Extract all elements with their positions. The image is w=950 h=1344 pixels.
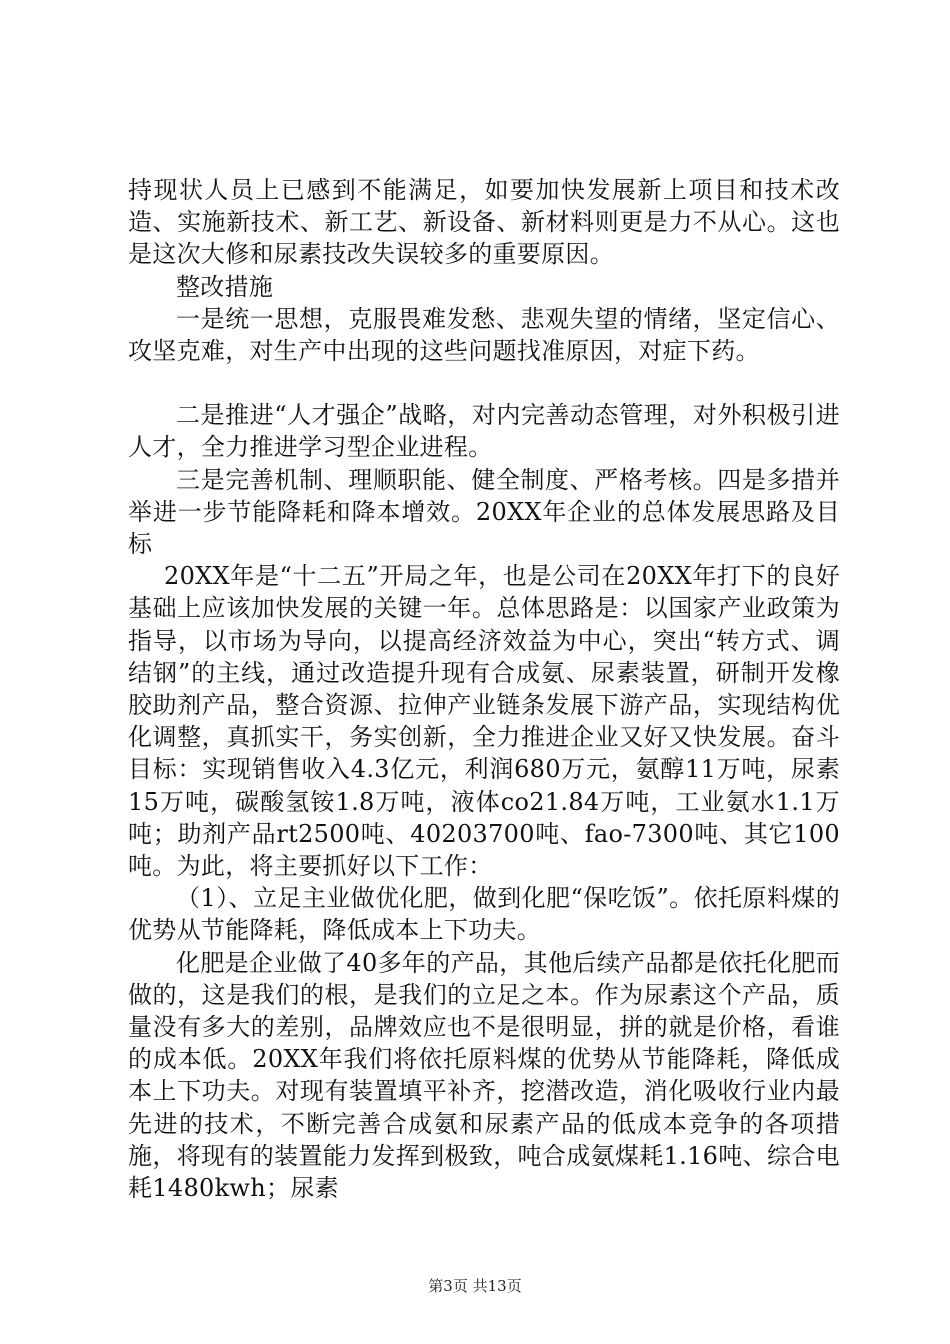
- page-number-footer: 第3页 共13页: [428, 1277, 522, 1295]
- paragraph-continuation: 持现状人员上已感到不能满足，如要加快发展新上项目和技术改造、实施新技术、新工艺、新设备、新材料则更是力不从心。这也是这次大修和尿素技改失误较多的重要原因。: [128, 176, 840, 269]
- paragraph-item-one: （1）、立足主业做优化肥，做到化肥“保吃饭”。依托原料煤的优势从节能降耗，降低成本上下功夫。: [128, 884, 840, 945]
- paragraph-development-plan: 20XX年是“十二五”开局之年，也是公司在20XX年打下的良好基础上应该加快发展的关键一年。总体思路是：以国家产业政策为指导，以市场为导向，以提高经济效益为中心，突出“转方式、调结钢”的主线，通过改造提升现有合成氨、尿素装置，研制开发橡胶助剂产品，整合资源、拉伸产业链条发展下游产品，实现结构优化调整，真抓实干，务实创新，全力推进企业又好又快发展。奋斗目标：实现销售收入4.3亿元，利润680万元，氨醇11万吨，尿素15万吨，碳酸氢铵1.8万吨，液体co21.84万吨，工业氨水1.1万吨；助剂产品rt2500吨、40203700吨、fao-7300吨、其它100吨。为此，将主要抓好以下工作：: [128, 562, 840, 881]
- paragraph-measure-two: 二是推进“人才强企”战略，对内完善动态管理，对外积极引进人才，全力推进学习型企业进程。: [128, 401, 840, 462]
- paragraph-measure-one: 一是统一思想，克服畏难发愁、悲观失望的情绪，坚定信心、攻坚克难，对生产中出现的这些问题找准原因，对症下药。: [128, 304, 840, 366]
- paragraph-measure-three-four: 三是完善机制、理顺职能、健全制度、严格考核。四是多措并举进一步节能降耗和降本增效。20XX年企业的总体发展思路及目标: [128, 465, 840, 559]
- section-heading-rectification: 整改措施: [176, 272, 274, 301]
- paragraph-fertilizer: 化肥是企业做了40多年的产品，其他后续产品都是依托化肥而做的，这是我们的根，是我们的立足之本。作为尿素这个产品，质量没有多大的差别，品牌效应也不是很明显，拼的就是价格，看谁的成本低。20XX年我们将依托原料煤的优势从节能降耗，降低成本上下功夫。对现有装置填平补齐，挖潜改造，消化吸收行业内最先进的技术，不断完善合成氨和尿素产品的低成本竞争的各项措施，将现有的装置能力发挥到极致，吨合成氨煤耗1.16吨、综合电耗1480kwh；尿素: [128, 948, 840, 1203]
- document-body: [128, 174, 840, 1204]
